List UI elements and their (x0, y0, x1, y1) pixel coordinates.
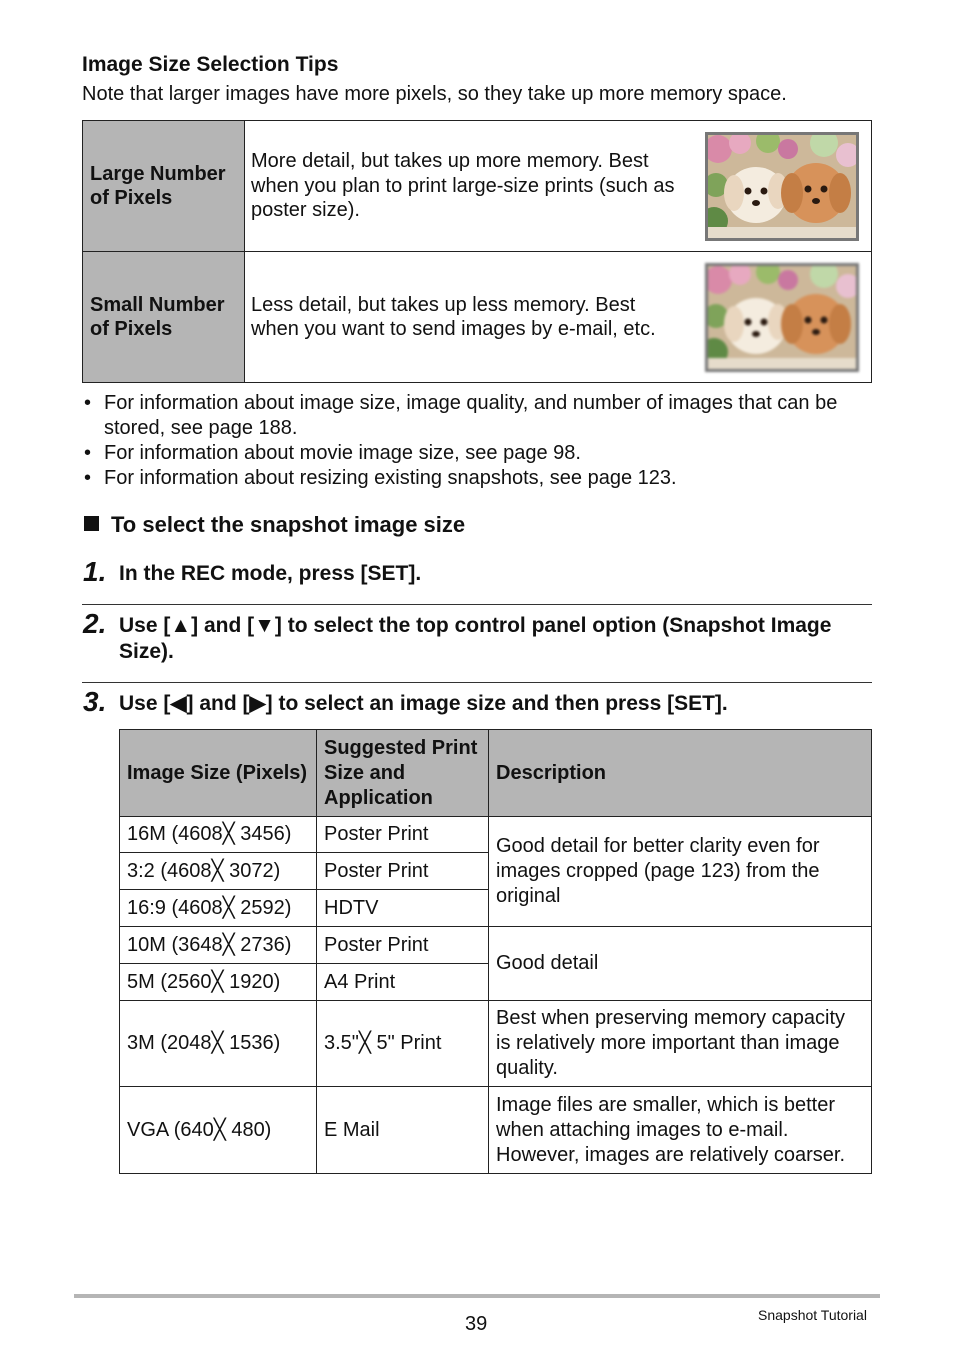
page-number: 39 (465, 1313, 488, 1335)
step-text: Use [◀] and [▶] to select an image size and then press [SET]. (119, 692, 728, 715)
tips-label-large: Large Number of Pixels (83, 121, 245, 252)
footer-divider (74, 1294, 880, 1298)
size-cell: VGA (640╳ 480) (120, 1087, 317, 1174)
note-text: For information about resizing existing snapshots, see page 123. (104, 467, 677, 489)
note-text: For information about movie image size, see page 98. (104, 442, 581, 464)
description-cell: Best when preserving memory capacity is relatively more important than image quality. (489, 1001, 872, 1087)
divider (82, 682, 872, 683)
table-row (120, 1001, 872, 1087)
description-cell: Good detail (489, 927, 872, 1001)
table-header-row (120, 730, 872, 817)
note-text: For information about image size, image quality, and number of images that can be stored, see page 188. (104, 392, 838, 439)
list-item: • For information about image size, image quality, and number of images that can be stored, see page 188. (84, 392, 838, 439)
size-cell: 16M (4608╳ 3456) (120, 817, 317, 853)
table-row (120, 927, 872, 964)
step-text: In the REC mode, press [SET]. (119, 562, 422, 585)
table-row (83, 252, 872, 383)
print-cell: HDTV (317, 890, 489, 927)
print-cell: Poster Print (317, 853, 489, 890)
list-item: • For information about movie image size, see page 98. (84, 442, 581, 464)
print-cell: Poster Print (317, 817, 489, 853)
notes-list (84, 391, 874, 491)
size-cell: 3:2 (4608╳ 3072) (120, 853, 317, 890)
step-number: 2. (83, 608, 107, 639)
tips-desc-large: More detail, but takes up more memory. Best when you plan to print large-size prints (such as poster size). (245, 121, 690, 252)
print-cell: A4 Print (317, 964, 489, 1001)
tips-intro: Note that larger images have more pixels, so they take up more memory space. (82, 83, 787, 105)
description-cell: Good detail for better clarity even for images cropped (page 123) from the original (489, 817, 872, 927)
step-number: 1. (83, 556, 107, 587)
size-cell: 10M (3648╳ 2736) (120, 927, 317, 964)
step-number: 3. (83, 686, 107, 717)
section-title: To select the snapshot image size (111, 512, 466, 537)
print-cell: 3.5"╳ 5" Print (317, 1001, 489, 1087)
tips-label-small: Small Number of Pixels (83, 252, 245, 383)
puppies-photo-sharp (705, 132, 859, 241)
table-row (120, 817, 872, 853)
size-cell: 3M (2048╳ 1536) (120, 1001, 317, 1087)
size-cell: 16:9 (4608╳ 2592) (120, 890, 317, 927)
column-header: Description (489, 730, 872, 817)
list-item: • For information about resizing existing snapshots, see page 123. (84, 467, 677, 489)
divider (82, 604, 872, 605)
table-row (83, 121, 872, 252)
print-cell: Poster Print (317, 927, 489, 964)
column-header: Image Size (Pixels) (120, 730, 317, 817)
tips-heading: Image Size Selection Tips (82, 53, 339, 76)
step-text: Use [▲] and [▼] to select the top control panel option (Snapshot Image Size). (119, 614, 832, 663)
footer-title: Snapshot Tutorial (758, 1307, 867, 1323)
column-header: Suggested Print Size and Application (317, 730, 489, 817)
size-cell: 5M (2560╳ 1920) (120, 964, 317, 1001)
section-heading (84, 512, 465, 538)
print-cell: E Mail (317, 1087, 489, 1174)
tips-desc-small: Less detail, but takes up less memory. Best when you want to send images by e-mail, etc. (245, 252, 690, 383)
puppies-photo-blurred (705, 263, 859, 372)
table-row (120, 1087, 872, 1174)
tips-table (82, 120, 872, 383)
square-bullet-icon (84, 516, 99, 531)
description-cell: Image files are smaller, which is better when attaching images to e-mail. However, images are relatively coarser. (489, 1087, 872, 1174)
image-size-table (119, 729, 872, 1174)
